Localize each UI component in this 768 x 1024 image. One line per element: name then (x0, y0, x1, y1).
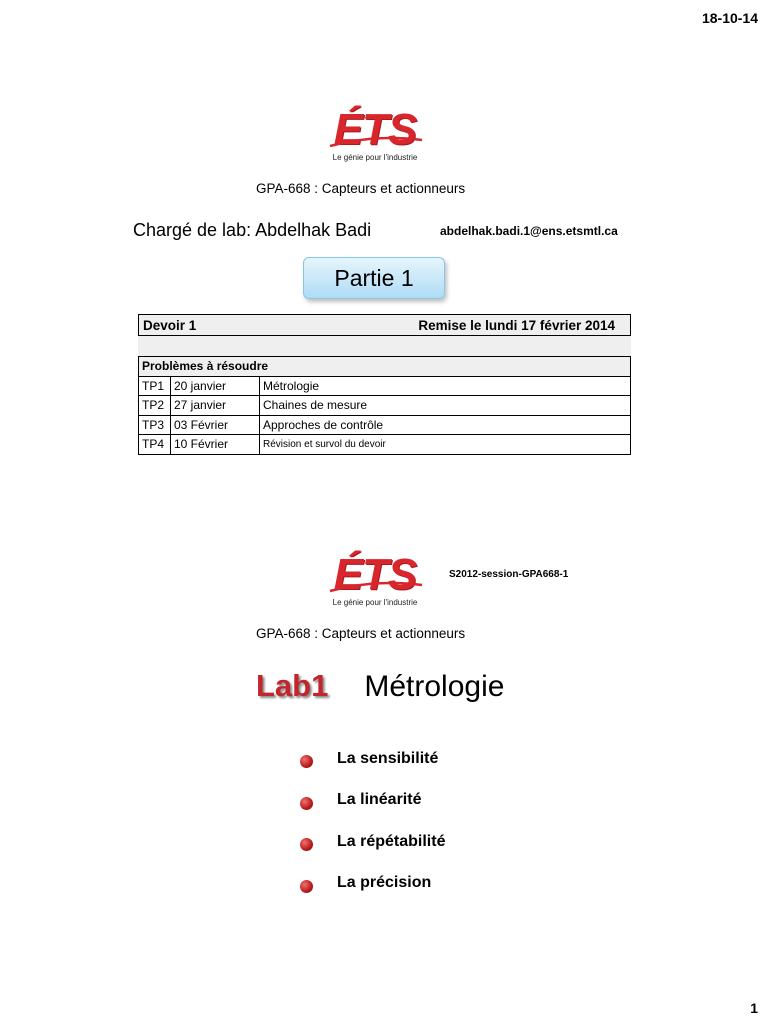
tp-code: TP2 (139, 396, 171, 416)
lab-instructor: Chargé de lab: Abdelhak Badi (133, 220, 372, 240)
ets-logo (320, 105, 430, 162)
lab-label: Lab1 (256, 668, 329, 703)
lab-heading (256, 668, 504, 704)
topic-list (300, 738, 445, 904)
list-item (300, 863, 445, 905)
tp-schedule-table (138, 356, 631, 455)
devoir-due-date: Remise le lundi 17 février 2014 (418, 317, 615, 333)
list-item (300, 821, 445, 863)
session-code: S2012-session-GPA668-1 (449, 569, 569, 580)
course-title-2: GPA-668 : Capteurs et actionneurs (256, 626, 466, 641)
tp-topic: Révision et survol du devoir (260, 435, 631, 455)
table-row (139, 435, 631, 455)
document-date: 18-10-14 (701, 10, 758, 26)
lab-title: Métrologie (364, 670, 505, 703)
tp-code: TP1 (139, 376, 171, 396)
table-header: Problèmes à résoudre (139, 357, 631, 377)
ets-logo-word: ÉTS (333, 550, 417, 599)
tp-date: 20 janvier (171, 376, 260, 396)
instructor-email: abdelhak.badi.1@ens.etsmtl.ca (440, 224, 618, 238)
ets-swoosh-icon (328, 577, 424, 597)
ets-logo-tagline: Le génie pour l'industrie (332, 153, 418, 162)
devoir-label: Devoir 1 (143, 317, 197, 333)
tp-date: 10 Février (171, 435, 260, 455)
table-header-row (139, 357, 631, 377)
table-row (139, 376, 631, 396)
course-title: GPA-668 : Capteurs et actionneurs (256, 181, 466, 196)
tp-date: 03 Février (171, 415, 260, 435)
tp-topic: Approches de contrôle (260, 415, 631, 435)
table-spacer (138, 336, 631, 356)
ets-logo-word: ÉTS (333, 105, 417, 154)
devoir-header (138, 314, 631, 336)
list-item (300, 780, 445, 822)
bullet-dot-icon (300, 880, 313, 893)
topic-text: La sensibilité (337, 749, 439, 767)
ets-logo-2 (320, 550, 430, 607)
bullet-dot-icon (300, 755, 313, 768)
ets-logo-tagline: Le génie pour l'industrie (332, 598, 418, 607)
tp-topic: Métrologie (260, 376, 631, 396)
ets-swoosh-icon (328, 132, 424, 152)
page-number: 1 (750, 1000, 758, 1016)
tp-code: TP3 (139, 415, 171, 435)
topic-text: La répétabilité (337, 832, 446, 850)
bullet-dot-icon (300, 838, 313, 851)
table-row (139, 415, 631, 435)
tp-code: TP4 (139, 435, 171, 455)
topic-text: La précision (337, 874, 432, 892)
partie-1-button[interactable]: Partie 1 (303, 257, 445, 299)
tp-date: 27 janvier (171, 396, 260, 416)
list-item (300, 738, 445, 780)
bullet-dot-icon (300, 797, 313, 810)
table-row (139, 396, 631, 416)
tp-topic: Chaines de mesure (260, 396, 631, 416)
topic-text: La linéarité (337, 791, 422, 809)
